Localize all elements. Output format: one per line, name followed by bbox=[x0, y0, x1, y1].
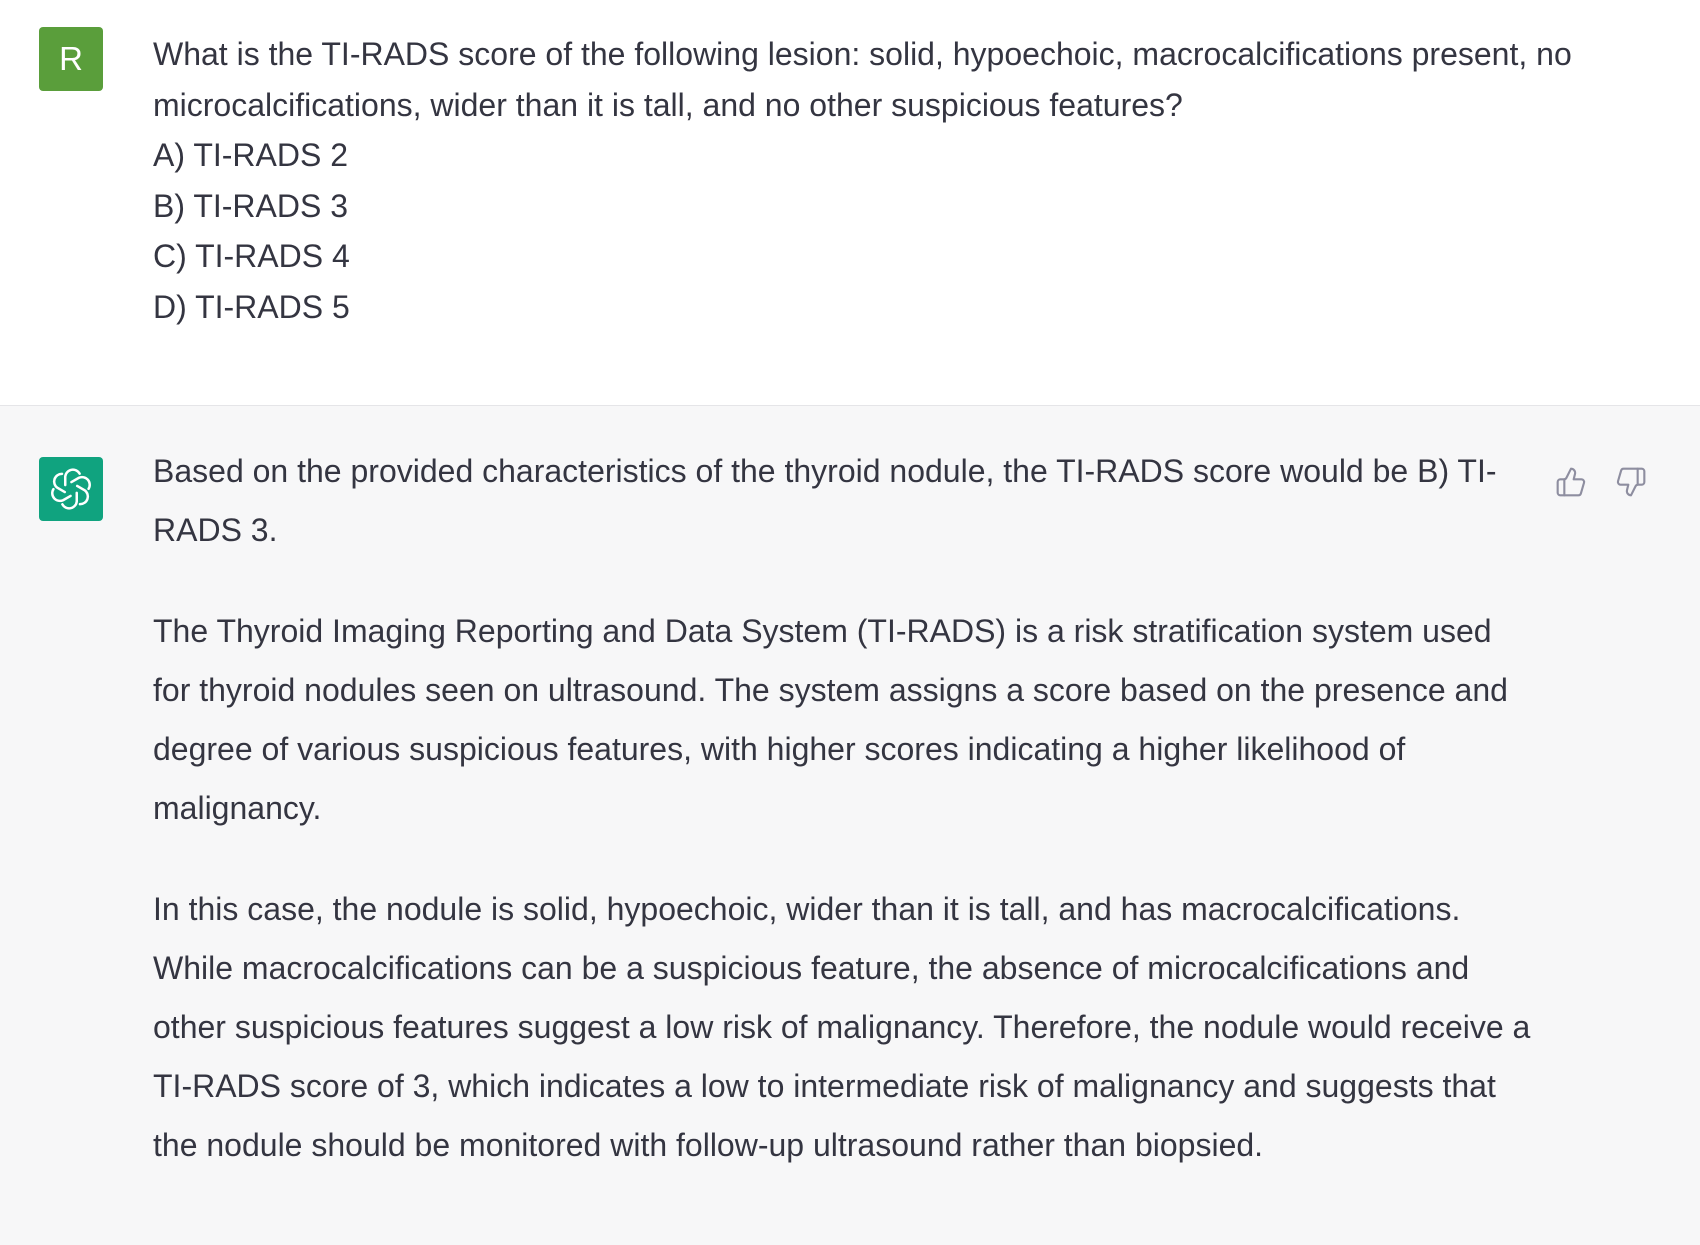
answer-paragraph-1: Based on the provided characteristics of the thyroid nodule, the TI-RADS score would be B) TI-RADS 3. bbox=[153, 453, 1497, 548]
option-b: B) TI-RADS 3 bbox=[153, 187, 348, 224]
assistant-message bbox=[0, 406, 1700, 1245]
option-c: C) TI-RADS 4 bbox=[153, 238, 350, 274]
option-a: A) TI-RADS 2 bbox=[153, 137, 348, 173]
openai-logo-icon bbox=[48, 466, 94, 512]
answer-paragraph-3: In this case, the nodule is solid, hypoechoic, wider than it is tall, and has macrocalcifications. While macrocalcifications can be a suspicious feature, the absence of microcalcifications and other suspicious features suggest a low risk of malignancy. Therefore, the nodule would receive a TI-RADS score of 3, which indicates a low to intermediate risk of malignancy and suggests that the nodule should be monitored with follow-up ultrasound rather than biopsied. bbox=[153, 891, 1531, 1163]
thumbs-up-icon bbox=[1555, 466, 1587, 498]
assistant-answer bbox=[153, 442, 1533, 1217]
answer-paragraph-2: The Thyroid Imaging Reporting and Data System (TI-RADS) is a risk stratification system used for thyroid nodules seen on ultrasound. The system assigns a score based on the presence and degree of various suspicious features, with higher scores indicating a higher likelihood of malignancy. bbox=[153, 613, 1508, 826]
option-d: D) TI-RADS 5 bbox=[153, 288, 350, 325]
user-message-text bbox=[153, 29, 1573, 332]
user-message bbox=[0, 0, 1700, 406]
user-avatar bbox=[39, 27, 103, 91]
thumbs-down-button[interactable] bbox=[1613, 464, 1649, 500]
assistant-avatar bbox=[39, 457, 103, 521]
thumbs-up-button[interactable] bbox=[1553, 464, 1589, 500]
question-text: What is the TI-RADS score of the following lesion: solid, hypoechoic, macrocalcifications present, no microcalcifications, wider than it is tall, and no other suspicious features? bbox=[153, 36, 1572, 123]
user-avatar-letter: R bbox=[59, 40, 83, 77]
thumbs-down-icon bbox=[1615, 466, 1647, 498]
